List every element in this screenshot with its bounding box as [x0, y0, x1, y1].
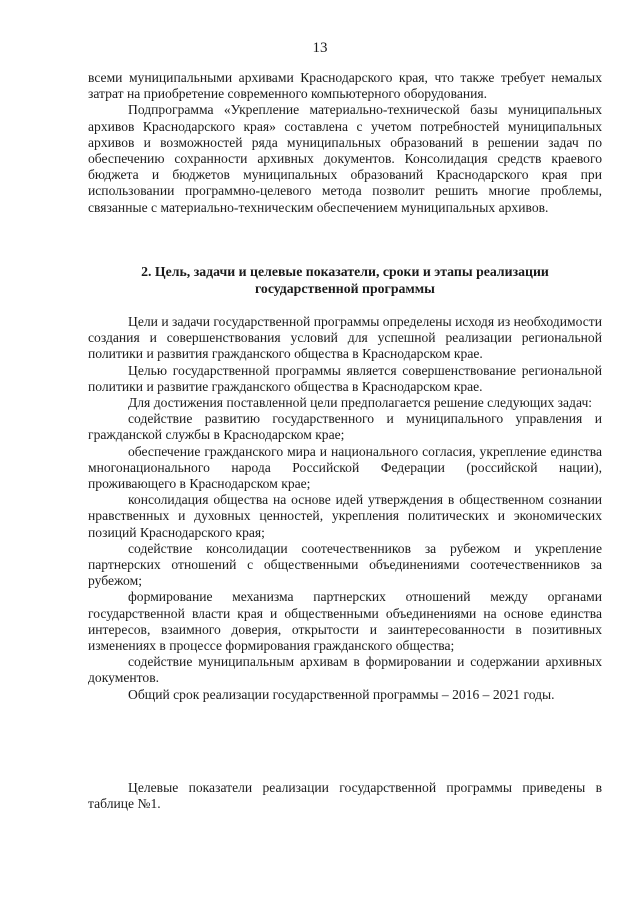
paragraph: Целью государственной программы является совершенствование региональной политики и развитие гражданского общества в Краснодарском крае. [88, 362, 602, 394]
section-heading [88, 264, 602, 297]
paragraph: Общий срок реализации государственной программы – 2016 – 2021 годы. [128, 686, 555, 702]
section-body [88, 314, 602, 703]
paragraph: Для достижения поставленной цели предполагается решение следующих задач: [128, 395, 593, 411]
task-item: содействие развитию государственного и муниципального управления и гражданской службы в Краснодарском крае; [88, 411, 602, 443]
paragraph: всеми муниципальными архивами Краснодарского края, что также требует немалых затрат на приобретение современного компьютерного оборудования. [88, 70, 602, 102]
page-number: 13 [312, 40, 328, 56]
task-item: содействие консолидации соотечественников за рубежом и укрепление партнерских отношений с общественными объединениями соотечественников за рубежом; [88, 540, 602, 589]
section-heading-line: государственной программы [255, 280, 435, 296]
paragraph: Целевые показатели реализации государственной программы приведены в таблице №1. [88, 780, 602, 812]
task-item: формирование механизма партнерских отношений между органами государственной власти края и общественными объединениями на основе единства интересов, взаимного доверия, открытости и заинтересованности в позитивных изменениях в процессе формирования гражданского общества; [88, 589, 602, 654]
intro-text [88, 70, 602, 216]
task-item: содействие муниципальным архивам в формировании и содержании архивных документов. [88, 654, 602, 686]
paragraph: Цели и задачи государственной программы определены исходя из необходимости создания и совершенствования условий для успешной реализации региональной политики и развития гражданского общества в Краснодарском крае. [88, 314, 602, 362]
section-heading-line: 2. Цель, задачи и целевые показатели, сроки и этапы реализации [141, 264, 549, 279]
task-item: консолидация общества на основе идей утверждения в общественном сознании нравственных и духовных ценностей, укрепления политических и экономических позиций Краснодарского края; [88, 492, 602, 540]
closing-text [88, 780, 602, 812]
task-item: обеспечение гражданского мира и национального согласия, укрепление единства многонационального народа Российской Федерации (российской нации), проживающего в Краснодарском крае; [88, 443, 602, 492]
paragraph: Подпрограмма «Укрепление материально-технической базы муниципальных архивов Краснодарского края» составлена с учетом потребностей муниципальных архивов и возможностей ряда муниципальных образований в решении задач по обеспечению сохранности архивных документов. Консолидация средств краевого бюджета и бюджетов муниципальных образований Краснодарского края при использовании программно-целевого метода позволит решить многие проблемы, связанные с материально-техническим обеспечением муниципальных архивов. [88, 102, 602, 215]
